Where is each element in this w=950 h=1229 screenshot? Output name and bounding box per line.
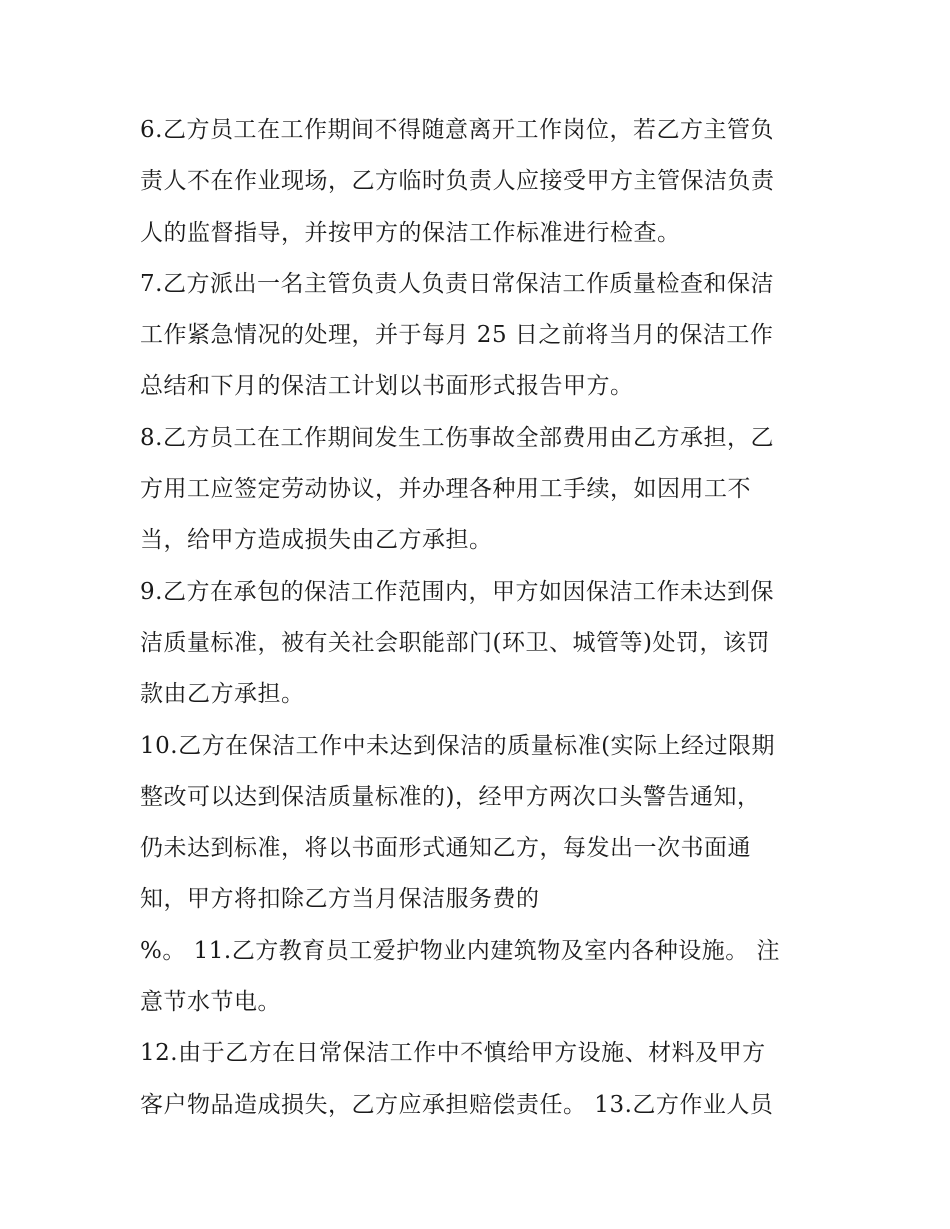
- text-line: 8.乙方员工在工作期间发生工伤事故全部费用由乙方承担，乙: [140, 424, 774, 451]
- text-line: 7.乙方派出一名主管负责人负责日常保洁工作质量检查和保洁: [140, 270, 774, 297]
- text-line: 知，甲方将扣除乙方当月保洁服务费的: [140, 886, 540, 913]
- text-line: 当，给甲方造成损失由乙方承担。: [140, 527, 493, 554]
- text-line: 方用工应签定劳动协议，并办理各种用工手续，如因用工不: [140, 476, 751, 503]
- text-line: 10.乙方在保洁工作中未达到保洁的质量标准(实际上经过限期: [140, 732, 776, 759]
- text-line: 12.由于乙方在日常保洁工作中不慎给甲方设施、材料及甲方: [140, 1040, 766, 1067]
- text-line: 工作紧急情况的处理，并于每月 25 日之前将当月的保洁工作: [140, 322, 774, 349]
- text-line: 仍未达到标准，将以书面形式通知乙方，每发出一次书面通: [140, 835, 751, 862]
- text-line: 意节水节电。: [140, 989, 281, 1016]
- document-body: [140, 105, 820, 1131]
- text-line: 客户物品造成损失，乙方应承担赔偿责任。 13.乙方作业人员: [140, 1091, 774, 1118]
- text-line: 9.乙方在承包的保洁工作范围内，甲方如因保洁工作未达到保: [140, 578, 774, 605]
- text-line: 6.乙方员工在工作期间不得随意离开工作岗位，若乙方主管负: [140, 117, 774, 143]
- text-line: 人的监督指导，并按甲方的保洁工作标准进行检查。: [140, 219, 681, 246]
- text-line: 总结和下月的保洁工计划以书面形式报告甲方。: [140, 373, 634, 400]
- text-line: 整改可以达到保洁质量标准的)，经甲方两次口头警告通知，: [140, 783, 761, 810]
- text-line: 洁质量标准，被有关社会职能部门(环卫、城管等)处罚，该罚: [140, 629, 770, 656]
- text-line: %。 11.乙方教育员工爱护物业内建筑物及室内各种设施。 注: [140, 937, 781, 964]
- text-line: 款由乙方承担。: [140, 681, 305, 708]
- text-line: 责人不在作业现场，乙方临时负责人应接受甲方主管保洁负责: [140, 168, 775, 195]
